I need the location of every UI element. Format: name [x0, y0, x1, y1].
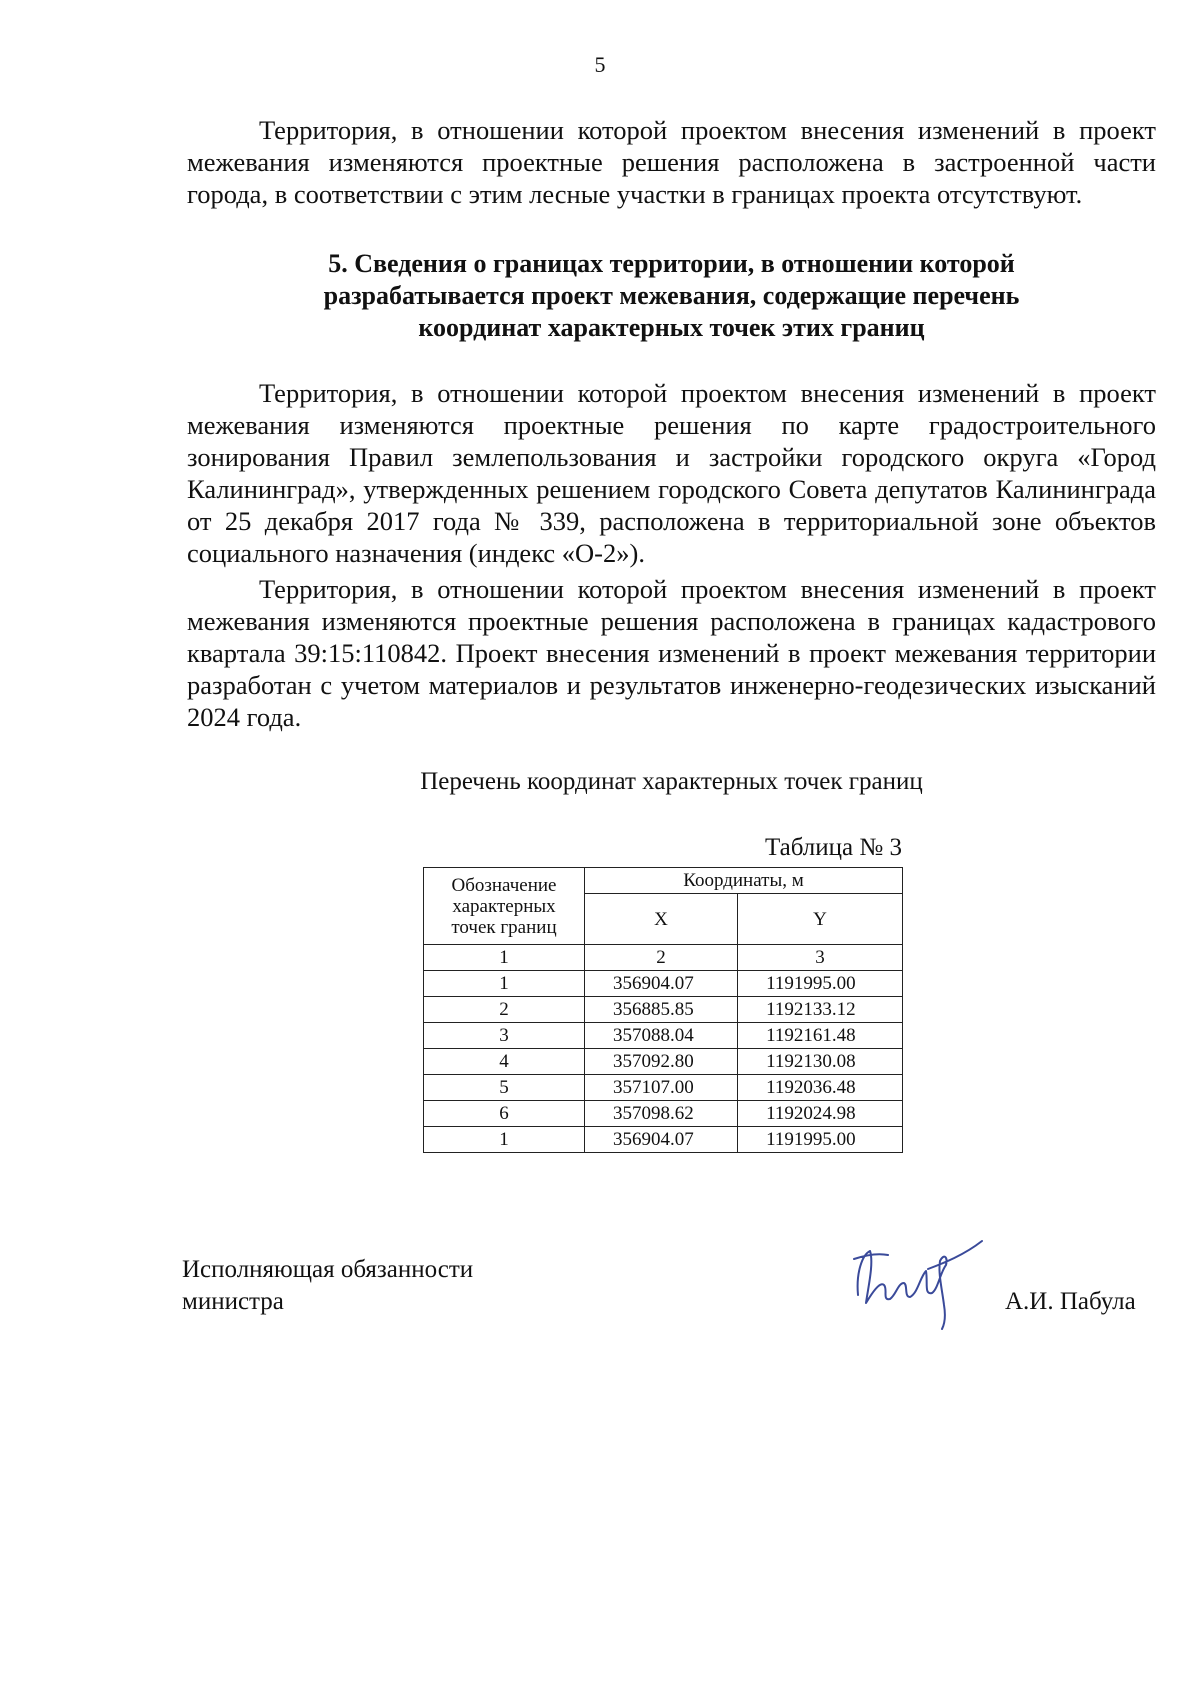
point-cell: 2: [424, 997, 585, 1023]
points-header: Обозначение характерных точек границ: [424, 868, 585, 945]
intro-paragraph: Территория, в отношении которой проектом внесения изменений в проект межевания изменяются проектные решения расположена в застроенной части города, в соответствии с этим лесные участки в границах проекта отсутствуют.: [187, 115, 1156, 209]
x-cell: 356885.85: [585, 997, 738, 1023]
section-heading: [187, 248, 1156, 344]
table-row: [424, 1101, 903, 1127]
table-row: [424, 1127, 903, 1153]
x-cell: 356904.07: [585, 1127, 738, 1153]
column-number-row: [424, 945, 903, 971]
y-header: Y: [738, 894, 903, 945]
point-cell: 5: [424, 1075, 585, 1101]
x-cell: 357098.62: [585, 1101, 738, 1127]
section-heading-line-3: координат характерных точек этих границ: [418, 313, 925, 342]
x-cell: 357092.80: [585, 1049, 738, 1075]
column-number: 2: [585, 945, 738, 971]
point-cell: 6: [424, 1101, 585, 1127]
y-cell: 1192133.12: [738, 997, 903, 1023]
y-cell: 1192024.98: [738, 1101, 903, 1127]
table-row: [424, 971, 903, 997]
point-cell: 1: [424, 1127, 585, 1153]
column-number: 3: [738, 945, 903, 971]
signatory-name: А.И. Пабула: [1005, 1288, 1136, 1315]
section-heading-line-2: разрабатывается проект межевания, содержащие перечень: [323, 281, 1020, 310]
table-row: [424, 1049, 903, 1075]
y-cell: 1192161.48: [738, 1023, 903, 1049]
point-cell: 1: [424, 971, 585, 997]
y-cell: 1191995.00: [738, 971, 903, 997]
table-row: [424, 1023, 903, 1049]
table-number: Таблица № 3: [764, 834, 902, 861]
x-header: X: [585, 894, 738, 945]
x-cell: 357107.00: [585, 1075, 738, 1101]
table-caption: Перечень координат характерных точек границ: [420, 768, 923, 795]
point-cell: 3: [424, 1023, 585, 1049]
y-cell: 1191995.00: [738, 1127, 903, 1153]
x-cell: 357088.04: [585, 1023, 738, 1049]
zoning-paragraph: Территория, в отношении которой проектом внесения изменений в проект межевания изменяются проектные решения по карте градостроительного зонирования Правил землепользования и застройки городского округа «Город Калининград», утвержденных решением городского Совета депутатов Калининграда от 25 декабря 2017 года № 339, расположена в территориальной зоне объектов социального назначения (индекс «О-2»).: [187, 378, 1156, 568]
table-row: [424, 997, 903, 1023]
coordinates-header: Координаты, м: [585, 868, 903, 894]
signatory-role-line-1: Исполняющая обязанности: [182, 1256, 474, 1283]
signatory-role-line-2: министра: [182, 1288, 284, 1315]
y-cell: 1192036.48: [738, 1075, 903, 1101]
section-heading-line-1: 5. Сведения о границах территории, в отношении которой: [328, 249, 1015, 278]
page-number: 5: [594, 52, 606, 77]
point-cell: 4: [424, 1049, 585, 1075]
cadastral-paragraph: Территория, в отношении которой проектом внесения изменений в проект межевания изменяются проектные решения расположена в границах кадастрового квартала 39:15:110842. Проект внесения изменений в проект межевания территории разработан с учетом материалов и результатов инженерно-геодезических изысканий 2024 года.: [187, 574, 1156, 732]
table-row: [424, 1075, 903, 1101]
column-number: 1: [424, 945, 585, 971]
table-header-row: [424, 868, 903, 894]
y-cell: 1192130.08: [738, 1049, 903, 1075]
signatory-role: [182, 1254, 473, 1318]
x-cell: 356904.07: [585, 971, 738, 997]
coordinates-table: [423, 867, 903, 1153]
handwritten-signature: [848, 1233, 988, 1333]
